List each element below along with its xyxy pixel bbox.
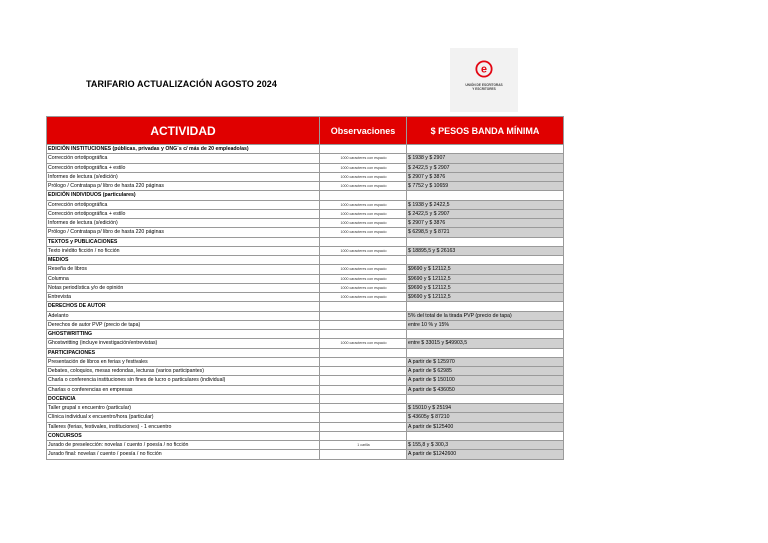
price-cell: $ 7752 y $ 10659 bbox=[407, 182, 564, 191]
activity-cell: Reseña de libros bbox=[47, 265, 320, 274]
observation-cell bbox=[320, 237, 407, 246]
table-row bbox=[47, 209, 564, 218]
table-row bbox=[47, 320, 564, 329]
section-row bbox=[47, 237, 564, 246]
header-observaciones: Observaciones bbox=[320, 117, 407, 145]
price-cell: $ 2907 y $ 3876 bbox=[407, 219, 564, 228]
price-cell: A partir de $ 150100 bbox=[407, 376, 564, 385]
activity-cell: Informes de lectura (s/edición) bbox=[47, 172, 320, 181]
observation-cell: 1000 caracteres con espacio bbox=[320, 246, 407, 255]
price-cell: $ 2422,5 y $ 2907 bbox=[407, 163, 564, 172]
section-row bbox=[47, 431, 564, 440]
observation-cell bbox=[320, 348, 407, 357]
section-title: DOCENCIA bbox=[47, 394, 320, 403]
section-row bbox=[47, 256, 564, 265]
observation-cell bbox=[320, 256, 407, 265]
activity-cell: Prólogo / Contratapa p/ libro de hasta 220 páginas bbox=[47, 228, 320, 237]
observation-cell: 1000 caracteres con espacio bbox=[320, 265, 407, 274]
section-row bbox=[47, 191, 564, 200]
activity-cell: Debates, coloquios, mesas redondas, lecturas (varios participantes) bbox=[47, 367, 320, 376]
observation-cell: 1000 caracteres con espacio bbox=[320, 154, 407, 163]
price-cell bbox=[407, 348, 564, 357]
activity-cell: Informes de lectura (s/edición) bbox=[47, 219, 320, 228]
table-row bbox=[47, 246, 564, 255]
price-cell bbox=[407, 237, 564, 246]
activity-cell: Corrección ortotipográfica bbox=[47, 200, 320, 209]
table-row bbox=[47, 293, 564, 302]
section-title: MEDIOS bbox=[47, 256, 320, 265]
table-row bbox=[47, 385, 564, 394]
table-row bbox=[47, 357, 564, 366]
section-title: DERECHOS DE AUTOR bbox=[47, 302, 320, 311]
observation-cell bbox=[320, 302, 407, 311]
logo-line-1: UNIÓN DE ESCRITORAS bbox=[465, 83, 503, 87]
observation-cell: 1 carilla bbox=[320, 441, 407, 450]
observation-cell: 1000 caracteres con espacio bbox=[320, 172, 407, 181]
price-cell: $9690 y $ 12112,5 bbox=[407, 283, 564, 292]
price-cell bbox=[407, 330, 564, 339]
table-header-row bbox=[47, 117, 564, 145]
activity-cell: Clínica individual x encuentro/hora (particular) bbox=[47, 413, 320, 422]
section-title: TEXTOS y PUBLICACIONES bbox=[47, 237, 320, 246]
price-cell: entre 10 % y 15% bbox=[407, 320, 564, 329]
activity-cell: Texto inédito ficción / no ficción bbox=[47, 246, 320, 255]
section-title: EDICIÓN INDIVIDUOS (particulares) bbox=[47, 191, 320, 200]
section-row bbox=[47, 394, 564, 403]
price-cell: A partir de $125400 bbox=[407, 422, 564, 431]
observation-cell bbox=[320, 450, 407, 459]
price-cell: 5% del total de la tirada PVP (precio de tapa) bbox=[407, 311, 564, 320]
observation-cell bbox=[320, 320, 407, 329]
table-row bbox=[47, 422, 564, 431]
observation-cell bbox=[320, 357, 407, 366]
price-cell: $ 2907 y $ 3876 bbox=[407, 172, 564, 181]
observation-cell bbox=[320, 367, 407, 376]
table-row bbox=[47, 172, 564, 181]
activity-cell: Columna bbox=[47, 274, 320, 283]
observation-cell bbox=[320, 385, 407, 394]
table-row bbox=[47, 228, 564, 237]
section-row bbox=[47, 348, 564, 357]
activity-cell: Corrección ortotipográfica + estilo bbox=[47, 163, 320, 172]
table-row bbox=[47, 154, 564, 163]
table-row bbox=[47, 182, 564, 191]
observation-cell: 1000 caracteres con espacio bbox=[320, 339, 407, 348]
table-body bbox=[47, 145, 564, 460]
table-row bbox=[47, 219, 564, 228]
table-row bbox=[47, 163, 564, 172]
observation-cell: 1000 caracteres con espacio bbox=[320, 219, 407, 228]
observation-cell bbox=[320, 413, 407, 422]
activity-cell: Charlas o conferencias en empresas bbox=[47, 385, 320, 394]
section-title: CONCURSOS bbox=[47, 431, 320, 440]
observation-cell: 1000 caracteres con espacio bbox=[320, 163, 407, 172]
table-row bbox=[47, 283, 564, 292]
observation-cell: 1000 caracteres con espacio bbox=[320, 209, 407, 218]
price-cell bbox=[407, 431, 564, 440]
table-row bbox=[47, 367, 564, 376]
price-cell: A partir de $1242600 bbox=[407, 450, 564, 459]
section-title: PARTICIPACIONES bbox=[47, 348, 320, 357]
svg-text:e: e bbox=[481, 63, 487, 76]
observation-cell bbox=[320, 422, 407, 431]
header-actividad: ACTIVIDAD bbox=[47, 117, 320, 145]
price-cell bbox=[407, 394, 564, 403]
section-row bbox=[47, 330, 564, 339]
activity-cell: Presentación de libros en ferias y festivales bbox=[47, 357, 320, 366]
price-cell: $ 1938 y $ 2907 bbox=[407, 154, 564, 163]
activity-cell: Charla o conferencia instituciones sin fines de lucro o particulares (individual) bbox=[47, 376, 320, 385]
observation-cell: 1000 caracteres con espacio bbox=[320, 293, 407, 302]
price-cell: $9690 y $ 12112,5 bbox=[407, 293, 564, 302]
activity-cell: Jurado final: novelas / cuento / poesía / no ficción bbox=[47, 450, 320, 459]
price-cell: A partir de $ 62985 bbox=[407, 367, 564, 376]
activity-cell: Derechos de autor PVP (precio de tapa) bbox=[47, 320, 320, 329]
price-cell: $9690 y $ 12112,5 bbox=[407, 274, 564, 283]
tariff-table bbox=[46, 116, 564, 460]
price-cell: A partir de $ 125970 bbox=[407, 357, 564, 366]
table-row bbox=[47, 311, 564, 320]
activity-cell: Talleres (ferias, festivales, instituciones) - 1 encuentro bbox=[47, 422, 320, 431]
price-cell: $ 1938 y $ 2422,5 bbox=[407, 200, 564, 209]
price-cell bbox=[407, 145, 564, 154]
activity-cell: Adelanto bbox=[47, 311, 320, 320]
observation-cell bbox=[320, 431, 407, 440]
activity-cell: Prólogo / Contratapa p/ libro de hasta 220 páginas bbox=[47, 182, 320, 191]
observation-cell bbox=[320, 394, 407, 403]
logo-org-name bbox=[450, 83, 518, 91]
table-row bbox=[47, 441, 564, 450]
price-cell: A partir de $ 436050 bbox=[407, 385, 564, 394]
activity-cell: Taller grupal x encuentro (particular) bbox=[47, 404, 320, 413]
price-cell: $ 2422,5 y $ 2907 bbox=[407, 209, 564, 218]
table-row bbox=[47, 200, 564, 209]
section-title: EDICIÓN INSTITUCIONES (públicas, privadas y ONG´s c/ más de 20 empleado/as) bbox=[47, 145, 320, 154]
observation-cell: 1000 caracteres con espacio bbox=[320, 274, 407, 283]
activity-cell: Ghostwritting (incluye investigación/entrevistas) bbox=[47, 339, 320, 348]
price-cell: $ 43605y $ 87210 bbox=[407, 413, 564, 422]
observation-cell: 1000 caracteres con espacio bbox=[320, 228, 407, 237]
table-row bbox=[47, 376, 564, 385]
section-title: GHOSTWRITTING bbox=[47, 330, 320, 339]
table-row bbox=[47, 450, 564, 459]
table-row bbox=[47, 339, 564, 348]
section-row bbox=[47, 145, 564, 154]
observation-cell bbox=[320, 145, 407, 154]
observation-cell: 1000 caracteres con espacio bbox=[320, 283, 407, 292]
price-cell: $ 6298,5 y $ 8721 bbox=[407, 228, 564, 237]
logo-line-2: Y ESCRITORES bbox=[472, 87, 496, 91]
table-row bbox=[47, 274, 564, 283]
table-row bbox=[47, 404, 564, 413]
price-cell: $ 15010 y $ 25194 bbox=[407, 404, 564, 413]
price-cell: $ 18895,5 y $ 26163 bbox=[407, 246, 564, 255]
section-row bbox=[47, 302, 564, 311]
activity-cell: Jurado de preselección: novelas / cuento / poesía / no ficción bbox=[47, 441, 320, 450]
observation-cell: 1000 caracteres con espacio bbox=[320, 182, 407, 191]
observation-cell: 1000 caracteres con espacio bbox=[320, 200, 407, 209]
observation-cell bbox=[320, 330, 407, 339]
page-title: TARIFARIO ACTUALIZACIÓN AGOSTO 2024 bbox=[86, 79, 278, 89]
table-row bbox=[47, 413, 564, 422]
price-cell: $9690 y $ 12112,5 bbox=[407, 265, 564, 274]
price-cell bbox=[407, 256, 564, 265]
header-pesos: $ PESOS BANDA MÍNIMA bbox=[407, 117, 564, 145]
price-cell bbox=[407, 191, 564, 200]
activity-cell: Corrección ortotipográfica + estilo bbox=[47, 209, 320, 218]
price-cell: entre $ 33015 y $49903,5 bbox=[407, 339, 564, 348]
observation-cell bbox=[320, 376, 407, 385]
price-cell bbox=[407, 302, 564, 311]
price-cell: $ 155,8 y $ 300,3 bbox=[407, 441, 564, 450]
table-row bbox=[47, 265, 564, 274]
observation-cell bbox=[320, 191, 407, 200]
union-logo-icon bbox=[475, 60, 493, 78]
activity-cell: Entrevista bbox=[47, 293, 320, 302]
observation-cell bbox=[320, 311, 407, 320]
activity-cell: Corrección ortotipográfica bbox=[47, 154, 320, 163]
activity-cell: Notas periodística y/o de opinión bbox=[47, 283, 320, 292]
logo bbox=[450, 48, 518, 112]
observation-cell bbox=[320, 404, 407, 413]
